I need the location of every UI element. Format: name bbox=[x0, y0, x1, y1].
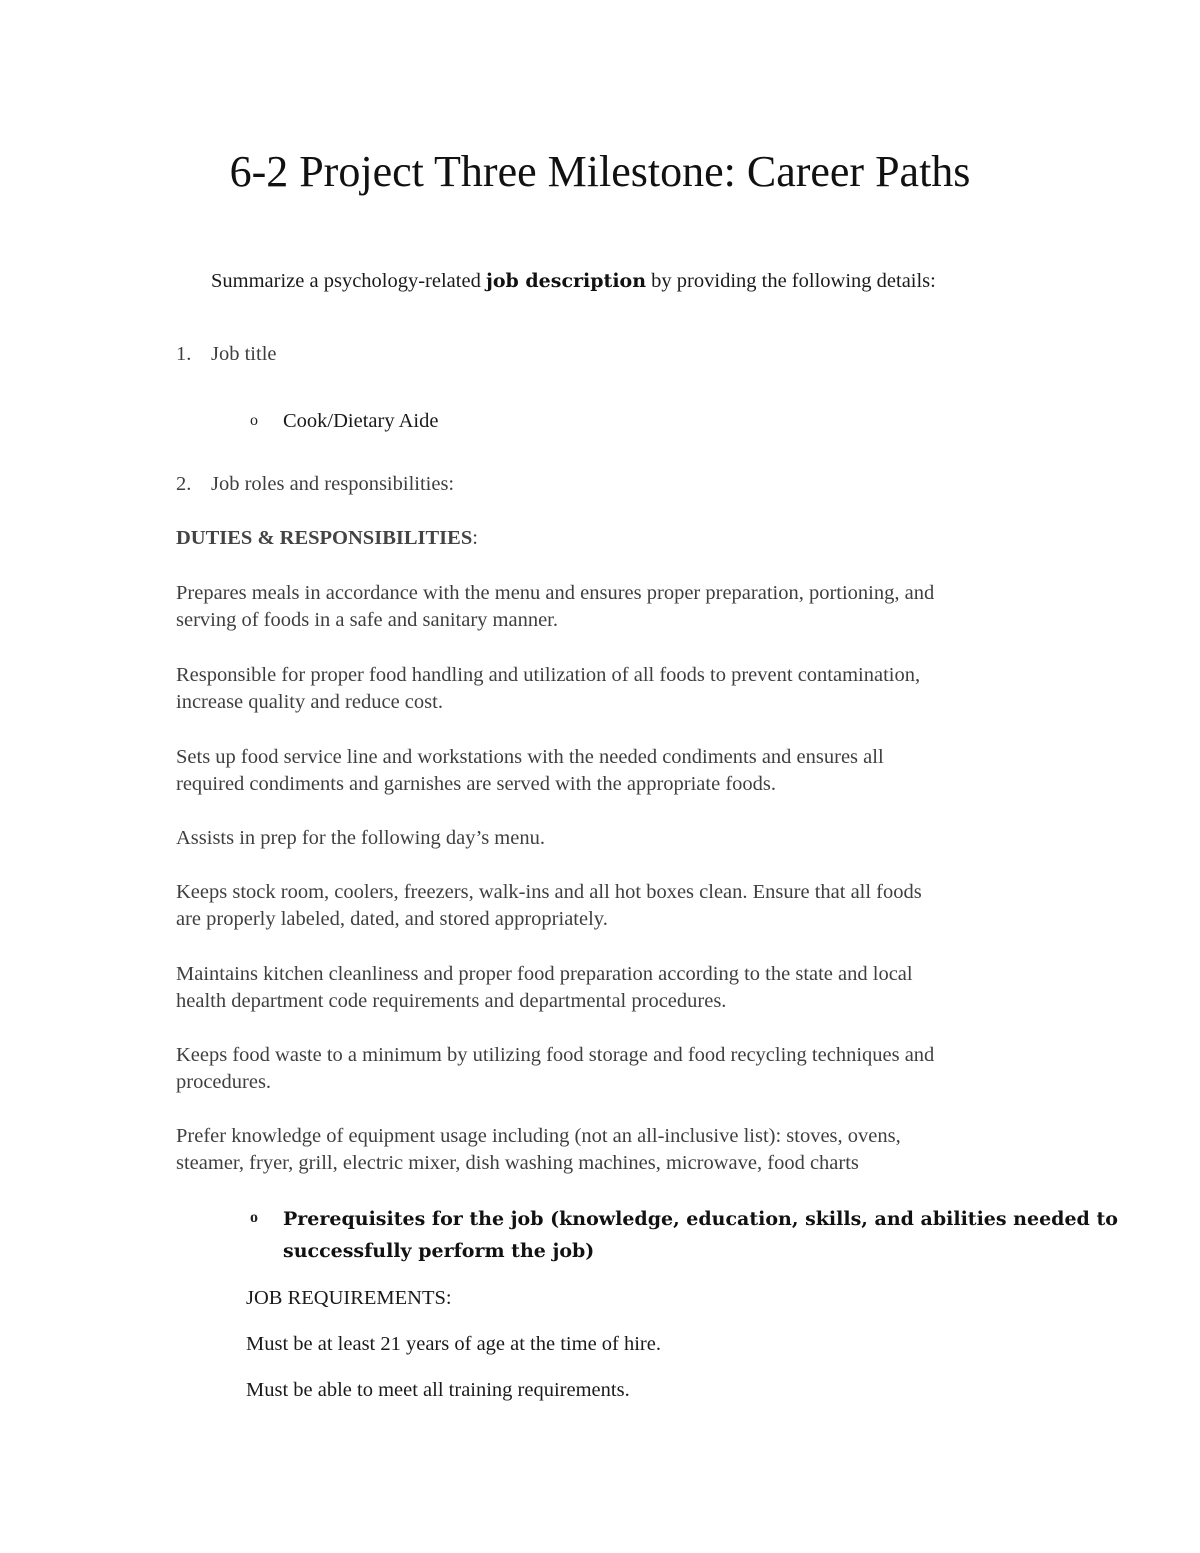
duty-paragraph bbox=[176, 825, 545, 852]
duty-paragraph bbox=[176, 1042, 934, 1096]
duty-line: steamer, fryer, grill, electric mixer, dish washing machines, microwave, food charts bbox=[176, 1152, 859, 1174]
duty-line: Responsible for proper food handling and utilization of all foods to prevent contamination, bbox=[176, 664, 921, 686]
duty-paragraph bbox=[176, 879, 922, 933]
duty-line: Prefer knowledge of equipment usage including (not an all-inclusive list): stoves, ovens, bbox=[176, 1125, 901, 1147]
duty-line: Keeps food waste to a minimum by utilizing food storage and food recycling techniques and bbox=[176, 1044, 935, 1066]
bullet-icon: o bbox=[250, 1209, 258, 1226]
requirement-item: Must be able to meet all training requirements. bbox=[246, 1379, 630, 1401]
duty-line: procedures. bbox=[176, 1071, 272, 1093]
duty-line: are properly labeled, dated, and stored appropriately. bbox=[176, 908, 608, 930]
duty-line: Maintains kitchen cleanliness and proper food preparation according to the state and local bbox=[176, 963, 913, 985]
requirements-heading: JOB REQUIREMENTS: bbox=[246, 1287, 452, 1309]
duty-paragraph bbox=[176, 744, 884, 798]
duties-heading-colon: : bbox=[472, 527, 478, 549]
job-title-value: Cook/Dietary Aide bbox=[283, 410, 439, 432]
duty-line: health department code requirements and departmental procedures. bbox=[176, 990, 727, 1012]
duty-line: serving of foods in a safe and sanitary manner. bbox=[176, 609, 558, 631]
duty-paragraph bbox=[176, 662, 920, 716]
intro-before: Summarize a psychology-related bbox=[211, 270, 486, 292]
duty-paragraph bbox=[176, 580, 934, 634]
prerequisites-line: Prerequisites for the job (knowledge, education, skills, and abilities needed to bbox=[283, 1208, 1118, 1230]
duty-line: Assists in prep for the following day’s menu. bbox=[176, 827, 545, 849]
requirement-item: Must be at least 21 years of age at the time of hire. bbox=[246, 1333, 661, 1355]
list-number-1: 1. bbox=[176, 343, 192, 365]
duty-line: Keeps stock room, coolers, freezers, walk-ins and all hot boxes clean. Ensure that all foods bbox=[176, 881, 922, 903]
duties-heading bbox=[176, 525, 478, 552]
duty-paragraph bbox=[176, 961, 913, 1015]
prerequisites-line: successfully perform the job) bbox=[283, 1240, 595, 1262]
intro-after: by providing the following details: bbox=[646, 270, 936, 292]
intro-text bbox=[211, 268, 936, 295]
duty-line: Sets up food service line and workstations with the needed condiments and ensures all bbox=[176, 746, 884, 768]
duty-line: increase quality and reduce cost. bbox=[176, 691, 443, 713]
intro-bold: job description bbox=[485, 270, 647, 292]
list-item-roles: Job roles and responsibilities: bbox=[211, 473, 455, 495]
prerequisites-heading bbox=[283, 1203, 1118, 1267]
duty-line: required condiments and garnishes are served with the appropriate foods. bbox=[176, 773, 776, 795]
list-number-2: 2. bbox=[176, 473, 192, 495]
bullet-icon: o bbox=[250, 412, 258, 429]
page-title: 6-2 Project Three Milestone: Career Paths bbox=[229, 147, 971, 196]
duty-paragraph bbox=[176, 1123, 901, 1177]
duty-line: Prepares meals in accordance with the menu and ensures proper preparation, portioning, and bbox=[176, 582, 935, 604]
duties-heading-text: DUTIES & RESPONSIBILITIES bbox=[176, 527, 473, 549]
list-item-job-title: Job title bbox=[211, 343, 277, 365]
